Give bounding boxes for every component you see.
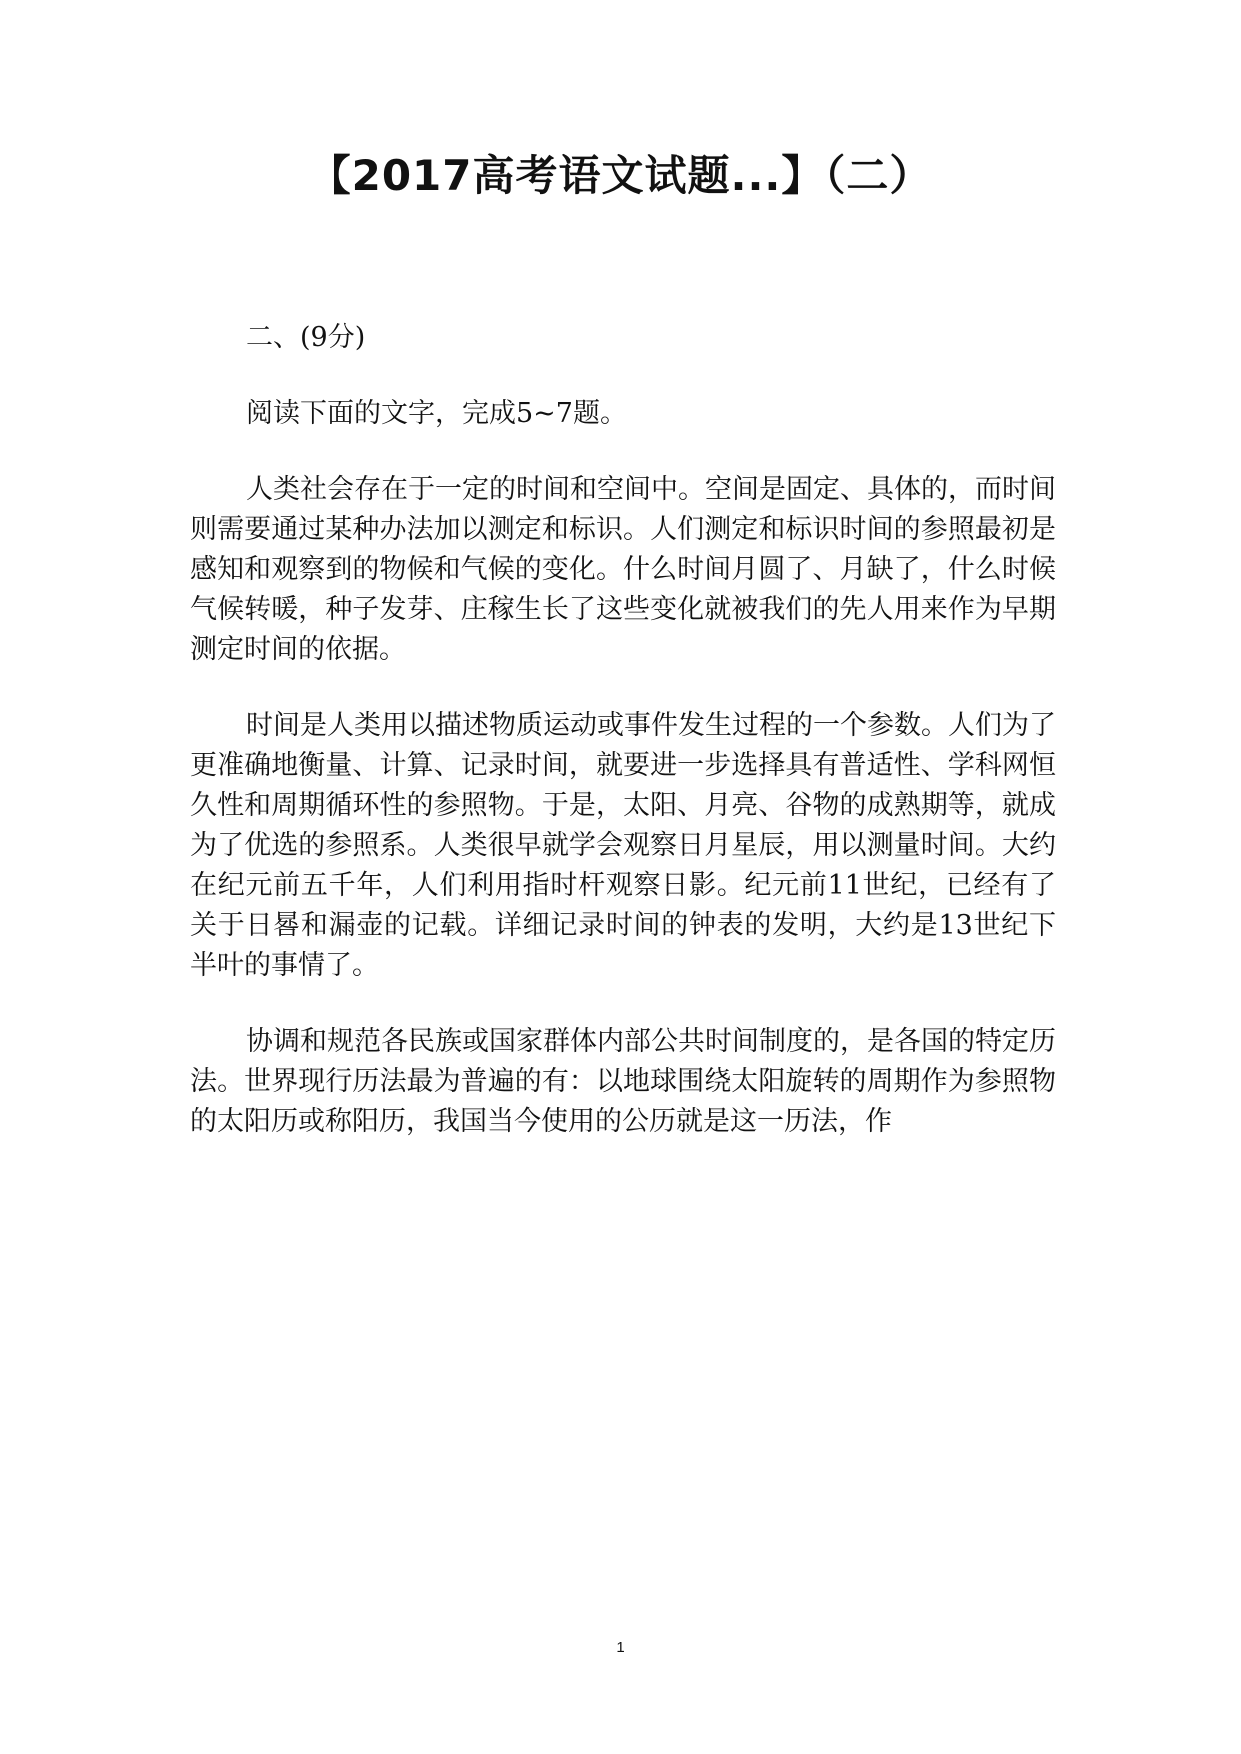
page-number: 1 [616,1639,625,1656]
document-title: 【2017高考语文试题...】（二） [308,151,933,200]
paragraph-1: 人类社会存在于一定的时间和空间中。空间是固定、具体的，而时间则需要通过某种办法加以测定和标识。人们测定和标识时间的参照最初是感知和观察到的物候和气候的变化。什么时间月圆了、月缺了，什么时候气候转暖，种子发芽、庄稼生长了这些变化就被我们的先人用来作为早期测定时间的依据。 [190,474,1056,665]
instruction-text: 阅读下面的文字，完成5~7题。 [246,398,627,429]
paragraph-2: 时间是人类用以描述物质运动或事件发生过程的一个参数。人们为了更准确地衡量、计算、记录时间，就要进一步选择具有普适性、学科网恒久性和周期循环性的参照物。于是，太阳、月亮、谷物的成熟期等，就成为了优选的参照系。人类很早就学会观察日月星辰，用以测量时间。大约在纪元前五千年，人们利用指时杆观察日影。纪元前11世纪，已经有了关于日晷和漏壶的记载。详细记录时间的钟表的发明，大约是13世纪下半叶的事情了。 [190,710,1056,981]
document-body [190,318,1056,1178]
section-heading: 二、(9分) [246,322,366,353]
paragraph-3: 协调和规范各民族或国家群体内部公共时间制度的，是各国的特定历法。世界现行历法最为普遍的有：以地球围绕太阳旋转的周期作为参照物的太阳历或称阳历，我国当今使用的公历就是这一历法，作 [190,1026,1056,1137]
